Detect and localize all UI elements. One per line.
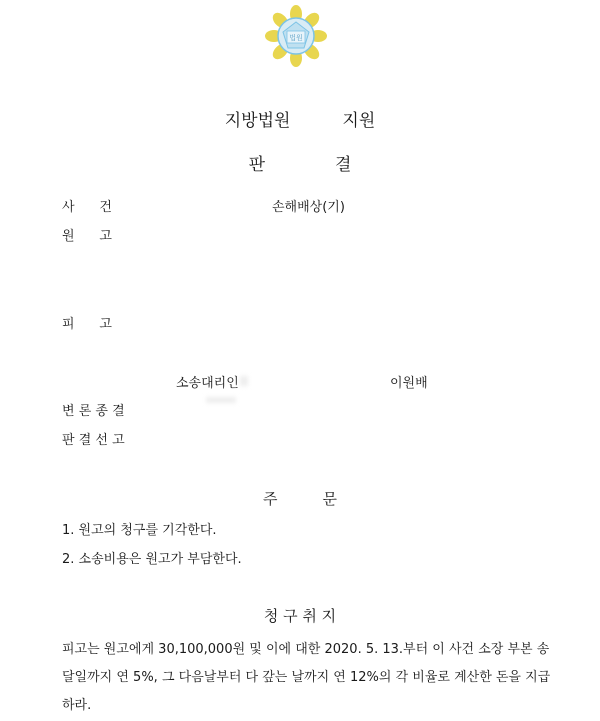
title-left: 판 bbox=[248, 155, 265, 175]
emblem-label: 법원 bbox=[289, 34, 303, 42]
defendant-label: 피 고 bbox=[62, 317, 112, 332]
redaction-mark bbox=[206, 397, 236, 403]
order-item: 2. 소송비용은 원고가 부담한다. bbox=[62, 552, 242, 567]
claim-heading: 청 구 취 지 bbox=[263, 607, 337, 625]
order-heading-left: 주 bbox=[263, 490, 278, 508]
representative-name: 이원배 bbox=[390, 376, 428, 391]
court-name-right: 지원 bbox=[342, 111, 376, 131]
court-name bbox=[0, 106, 600, 131]
order-heading-right: 문 bbox=[322, 490, 337, 508]
plaintiff-label: 원 고 bbox=[62, 229, 112, 244]
representative-label: 소송대리인 bbox=[176, 376, 239, 391]
order-heading bbox=[0, 488, 600, 509]
argument-closed-label: 변 론 종 결 bbox=[62, 404, 125, 419]
case-value: 손해배상(기) bbox=[272, 200, 345, 215]
court-name-left: 지방법원 bbox=[224, 111, 291, 131]
claim-text: 피고는 원고에게 30,100,000원 및 이에 대한 2020. 5. 13.부터 이 사건 소장 부본 송달일까지 연 5%, 그 다음날부터 다 갚는 날까지 연 12%의 각 비율로 계산한 돈을 지급하라. bbox=[62, 642, 551, 713]
redaction-mark bbox=[240, 376, 248, 386]
judgment-date-label: 판 결 선 고 bbox=[62, 433, 125, 448]
title-right: 결 bbox=[335, 155, 352, 175]
order-item: 1. 원고의 청구를 기각한다. bbox=[62, 523, 217, 538]
document-title bbox=[0, 150, 600, 175]
case-label: 사 건 bbox=[62, 200, 112, 215]
court-emblem-icon bbox=[265, 5, 327, 67]
